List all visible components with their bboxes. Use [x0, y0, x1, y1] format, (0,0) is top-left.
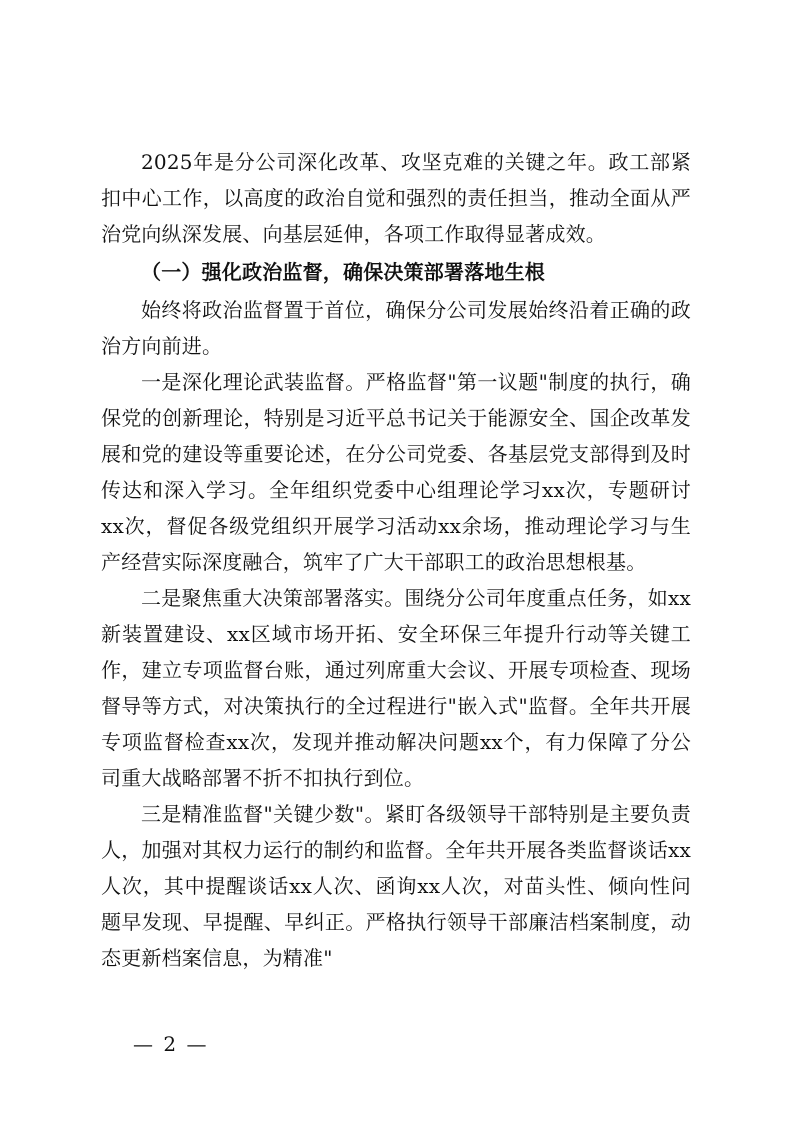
paragraph-section-intro: 始终将政治监督置于首位，确保分公司发展始终沿着正确的政治方向前进。 — [101, 298, 691, 358]
paragraph-intro: 2025年是分公司深化改革、攻坚克难的关键之年。政工部紧扣中心工作，以高度的政治自觉和强烈的责任担当，推动全面从严治党向纵深发展、向基层延伸，各项工作取得显著成效。 — [101, 150, 691, 246]
paragraph-key-minority: 三是精准监督"关键少数"。紧盯各级领导干部特别是主要负责人，加强对其权力运行的制约和监督。全年共开展各类监督谈话xx人次，其中提醒谈话xx人次、函询xx人次，对苗头性、倾向性问题早发现、早提醒、早纠正。严格执行领导干部廉洁档案制度，动态更新档案信息，为精准" — [101, 802, 691, 970]
paragraph-theory-supervision: 一是深化理论武装监督。严格监督"第一议题"制度的执行，确保党的创新理论，特别是习近平总书记关于能源安全、国企改革发展和党的建设等重要论述，在分公司党委、各基层党支部得到及时传达和深入学习。全年组织党委中心组理论学习xx次，专题研讨xx次，督促各级党组织开展学习活动xx余场，推动理论学习与生产经营实际深度融合，筑牢了广大干部职工的政治思想根基。 — [101, 370, 691, 574]
section-heading: （一）强化政治监督，确保决策部署落地生根 — [141, 260, 545, 284]
paragraph-decision-implementation: 二是聚焦重大决策部署落实。围绕分公司年度重点任务，如xx新装置建设、xx区域市场开拓、安全环保三年提升行动等关键工作，建立专项监督台账，通过列席重大会议、开展专项检查、现场督导等方式，对决策执行的全过程进行"嵌入式"监督。全年共开展专项监督检查xx次，发现并推动解决问题xx个，有力保障了分公司重大战略部署不折不扣执行到位。 — [101, 586, 691, 790]
document-body — [101, 144, 691, 976]
page-number: — 2 — — [133, 1032, 209, 1056]
